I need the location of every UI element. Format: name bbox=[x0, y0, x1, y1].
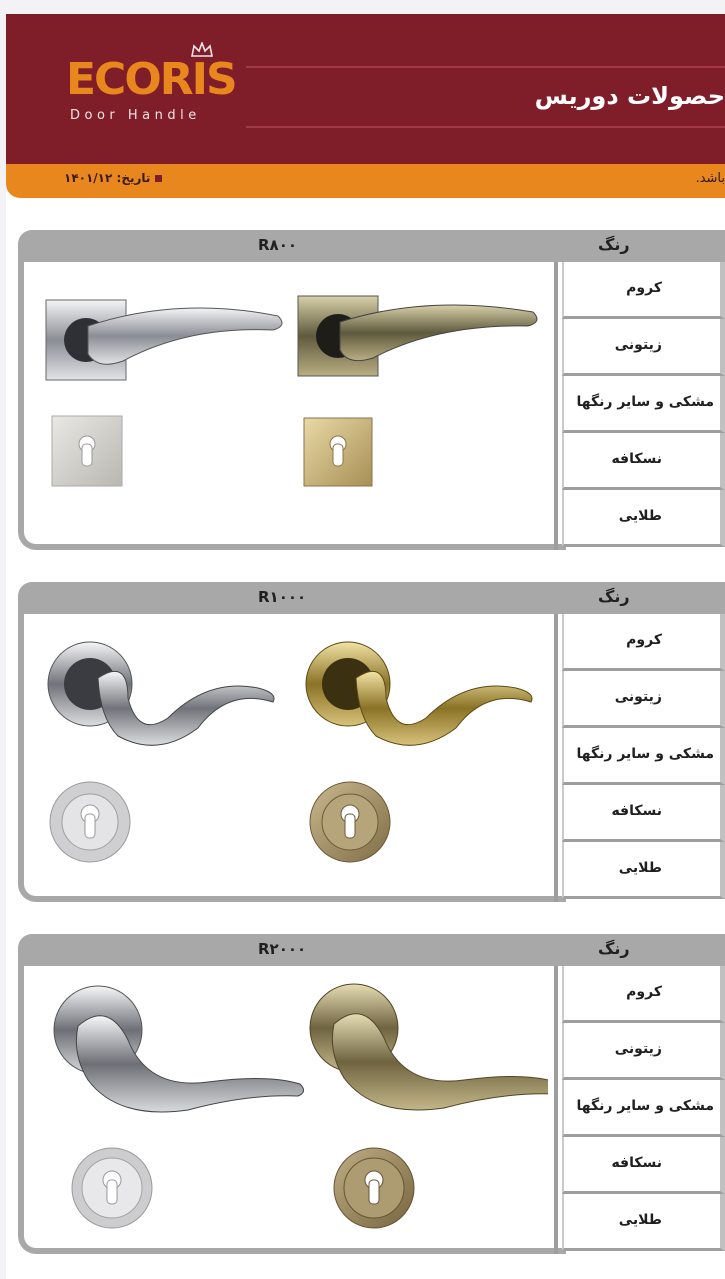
color-option-gold: طلایی bbox=[562, 842, 725, 899]
handle-olive-image bbox=[298, 296, 537, 376]
escutcheon-nescafe-image bbox=[334, 1148, 414, 1228]
escutcheon-satin-image bbox=[52, 416, 122, 486]
product-images bbox=[28, 970, 548, 1250]
header bbox=[6, 14, 725, 164]
color-option-chrome: کروم bbox=[562, 966, 725, 1023]
color-option-black: مشکی و سایر رنگها bbox=[562, 728, 725, 785]
escutcheon-nescafe-image bbox=[310, 782, 390, 862]
section-header bbox=[18, 934, 725, 966]
color-option-gold: طلایی bbox=[562, 1194, 725, 1251]
product-images bbox=[28, 266, 548, 546]
color-option-olive: زیتونی bbox=[562, 671, 725, 728]
color-options bbox=[562, 966, 725, 1251]
color-column-header: رنگ bbox=[598, 939, 630, 958]
model-name: R۸۰۰ bbox=[258, 236, 298, 254]
color-option-olive: زیتونی bbox=[562, 1023, 725, 1080]
color-option-nescafe: نسکافه bbox=[562, 1137, 725, 1194]
color-column-header: رنگ bbox=[598, 235, 630, 254]
color-option-black: مشکی و سایر رنگها bbox=[562, 376, 725, 433]
date-value: ۱۴۰۱/۱۲ bbox=[64, 171, 113, 185]
info-bar bbox=[6, 164, 725, 198]
logo-wordmark: ECORIS bbox=[66, 54, 236, 105]
page-title: حصولات دوریس bbox=[534, 82, 725, 110]
bullet-square-icon bbox=[155, 175, 162, 182]
escutcheon-gold-image bbox=[304, 418, 372, 486]
model-name: R۲۰۰۰ bbox=[258, 940, 307, 958]
model-name: R۱۰۰۰ bbox=[258, 588, 307, 606]
header-stripe bbox=[246, 126, 725, 128]
header-stripe bbox=[246, 66, 725, 68]
date-stamp bbox=[64, 171, 162, 185]
column-divider bbox=[554, 262, 558, 550]
section-header bbox=[18, 230, 725, 262]
product-section-r2000 bbox=[18, 934, 725, 1256]
crown-icon bbox=[190, 42, 214, 58]
color-option-gold: طلایی bbox=[562, 490, 725, 547]
color-column-header: رنگ bbox=[598, 587, 630, 606]
logo-tagline: Door Handle bbox=[70, 108, 201, 123]
notice-text: باشد. bbox=[695, 171, 725, 186]
date-label: تاریخ: bbox=[116, 171, 151, 185]
color-option-chrome: کروم bbox=[562, 614, 725, 671]
color-option-olive: زیتونی bbox=[562, 319, 725, 376]
color-options bbox=[562, 262, 725, 547]
color-option-nescafe: نسکافه bbox=[562, 433, 725, 490]
escutcheon-satin-image bbox=[50, 782, 130, 862]
handle-chrome-image bbox=[48, 642, 274, 745]
column-divider bbox=[554, 966, 558, 1254]
column-divider bbox=[554, 614, 558, 902]
color-options bbox=[562, 614, 725, 899]
handle-gold-image bbox=[306, 642, 532, 745]
catalog-page bbox=[6, 14, 725, 1279]
color-option-nescafe: نسکافه bbox=[562, 785, 725, 842]
color-option-black: مشکی و سایر رنگها bbox=[562, 1080, 725, 1137]
brand-logo bbox=[64, 48, 244, 128]
product-images bbox=[28, 618, 548, 898]
product-section-r1000 bbox=[18, 582, 725, 904]
handle-chrome-image bbox=[54, 986, 304, 1112]
color-option-chrome: کروم bbox=[562, 262, 725, 319]
product-section-r800 bbox=[18, 230, 725, 552]
handle-chrome-image bbox=[46, 300, 282, 380]
handle-olive-image bbox=[310, 984, 548, 1110]
section-header bbox=[18, 582, 725, 614]
escutcheon-satin-image bbox=[72, 1148, 152, 1228]
